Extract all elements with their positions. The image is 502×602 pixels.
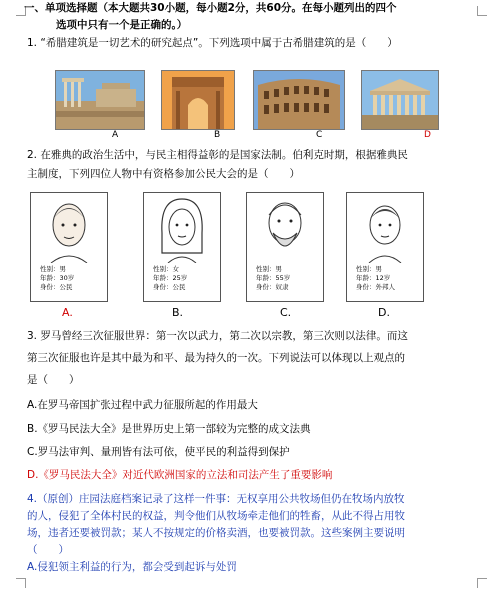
q2-stem-line2: 主制度，下列四位人物中有资格参加公民大会的是（ ） xyxy=(27,168,300,180)
q3-stem-line3: 是（ ） xyxy=(27,374,80,386)
card-a-status: 身份：公民 xyxy=(40,283,73,291)
card-d-gender: 性别：男 xyxy=(356,265,382,273)
card-a-age: 年龄：30岁 xyxy=(40,274,75,282)
crop-mark-bottom-right xyxy=(477,578,487,588)
q2-stem-line1: 2. 在雅典的政治生活中，与民主相得益彰的是国家法制。伯利克时期，根据雅典民 xyxy=(27,149,408,161)
card-a-gender: 性别：男 xyxy=(40,265,66,273)
q2-option-d: D. xyxy=(378,306,390,319)
q1-photo-row xyxy=(55,70,435,128)
q1-text: “希腊建筑是一切艺术的研究起点”。下列选项中属于古希腊建筑的是（ ） xyxy=(40,37,398,49)
section-heading-line2: 选项中只有一个是正确的。） xyxy=(56,19,188,31)
q2-option-a: A. xyxy=(62,306,73,319)
card-b-age: 年龄：25岁 xyxy=(153,274,188,282)
card-b-status: 身份：公民 xyxy=(153,283,186,291)
q4-stem-line2: 的人，侵犯了全体村民的权益，判令他们从牧场牵走他们的牲畜，从此不得占用牧 xyxy=(27,510,405,522)
q4-option-a: A.侵犯领主利益的行为，都会受到起诉与处罚 xyxy=(27,561,237,573)
crop-mark-bottom-left xyxy=(16,578,26,588)
photo-triumphal-arch xyxy=(161,70,235,130)
q3-stem-line2: 第三次征服也许是其中最为和平、最为持久的一次。下列说法可以体现以上观点的 xyxy=(27,352,405,364)
q1-number: 1. xyxy=(27,37,38,49)
q4-stem-line3: 场，违者还要被罚款；某人不按规定的价格卖酒，也要被罚款。这些案例主要说明 xyxy=(27,527,405,539)
section-heading: 一、单项选择题（本大题共30小题，每小题2分，共60分。在每小题列出的四个 xyxy=(24,2,397,14)
card-c-age: 年龄：55岁 xyxy=(256,274,291,282)
card-c-gender: 性别：男 xyxy=(256,265,282,273)
q1-option-a: A xyxy=(112,130,119,140)
person-card-d xyxy=(346,192,424,302)
person-card-a xyxy=(30,192,108,302)
q2-option-c: C. xyxy=(280,306,292,319)
photo-parthenon xyxy=(361,70,439,130)
person-card-c xyxy=(246,192,324,302)
card-d-status: 身份：外邦人 xyxy=(356,283,395,291)
q4-stem-line4: （ ） xyxy=(27,544,69,556)
photo-colosseum xyxy=(253,70,345,130)
q3-option-b: B.《罗马民法大全》是世界历史上第一部较为完整的成文法典 xyxy=(27,423,311,435)
q3-stem-line1: 3. 罗马曾经三次征服世界：第一次以武力，第二次以宗教，第三次则以法律。而这 xyxy=(27,330,408,342)
person-card-b xyxy=(143,192,221,302)
q1-option-b: B xyxy=(214,130,221,140)
q3-option-a: A.在罗马帝国扩张过程中武力征服所起的作用最大 xyxy=(27,399,258,411)
q2-option-b: B. xyxy=(172,306,184,319)
q4-stem-line1: 4.（原创）庄园法庭档案记录了这样一件事：无权享用公共牧场但仍在牧场内放牧 xyxy=(27,493,405,505)
card-d-age: 年龄：12岁 xyxy=(356,274,391,282)
photo-roman-forum xyxy=(55,70,145,130)
card-c-status: 身份：奴隶 xyxy=(256,283,289,291)
q1-stem xyxy=(27,35,488,52)
q3-option-d: D.《罗马民法大全》对近代欧洲国家的立法和司法产生了重要影响 xyxy=(27,469,333,481)
q1-option-c: C xyxy=(316,130,323,140)
q3-option-c: C.罗马法审判、量刑皆有法可依，使平民的利益得到保护 xyxy=(27,446,290,458)
q1-option-d: D xyxy=(424,130,431,140)
card-b-gender: 性别：女 xyxy=(153,265,179,273)
